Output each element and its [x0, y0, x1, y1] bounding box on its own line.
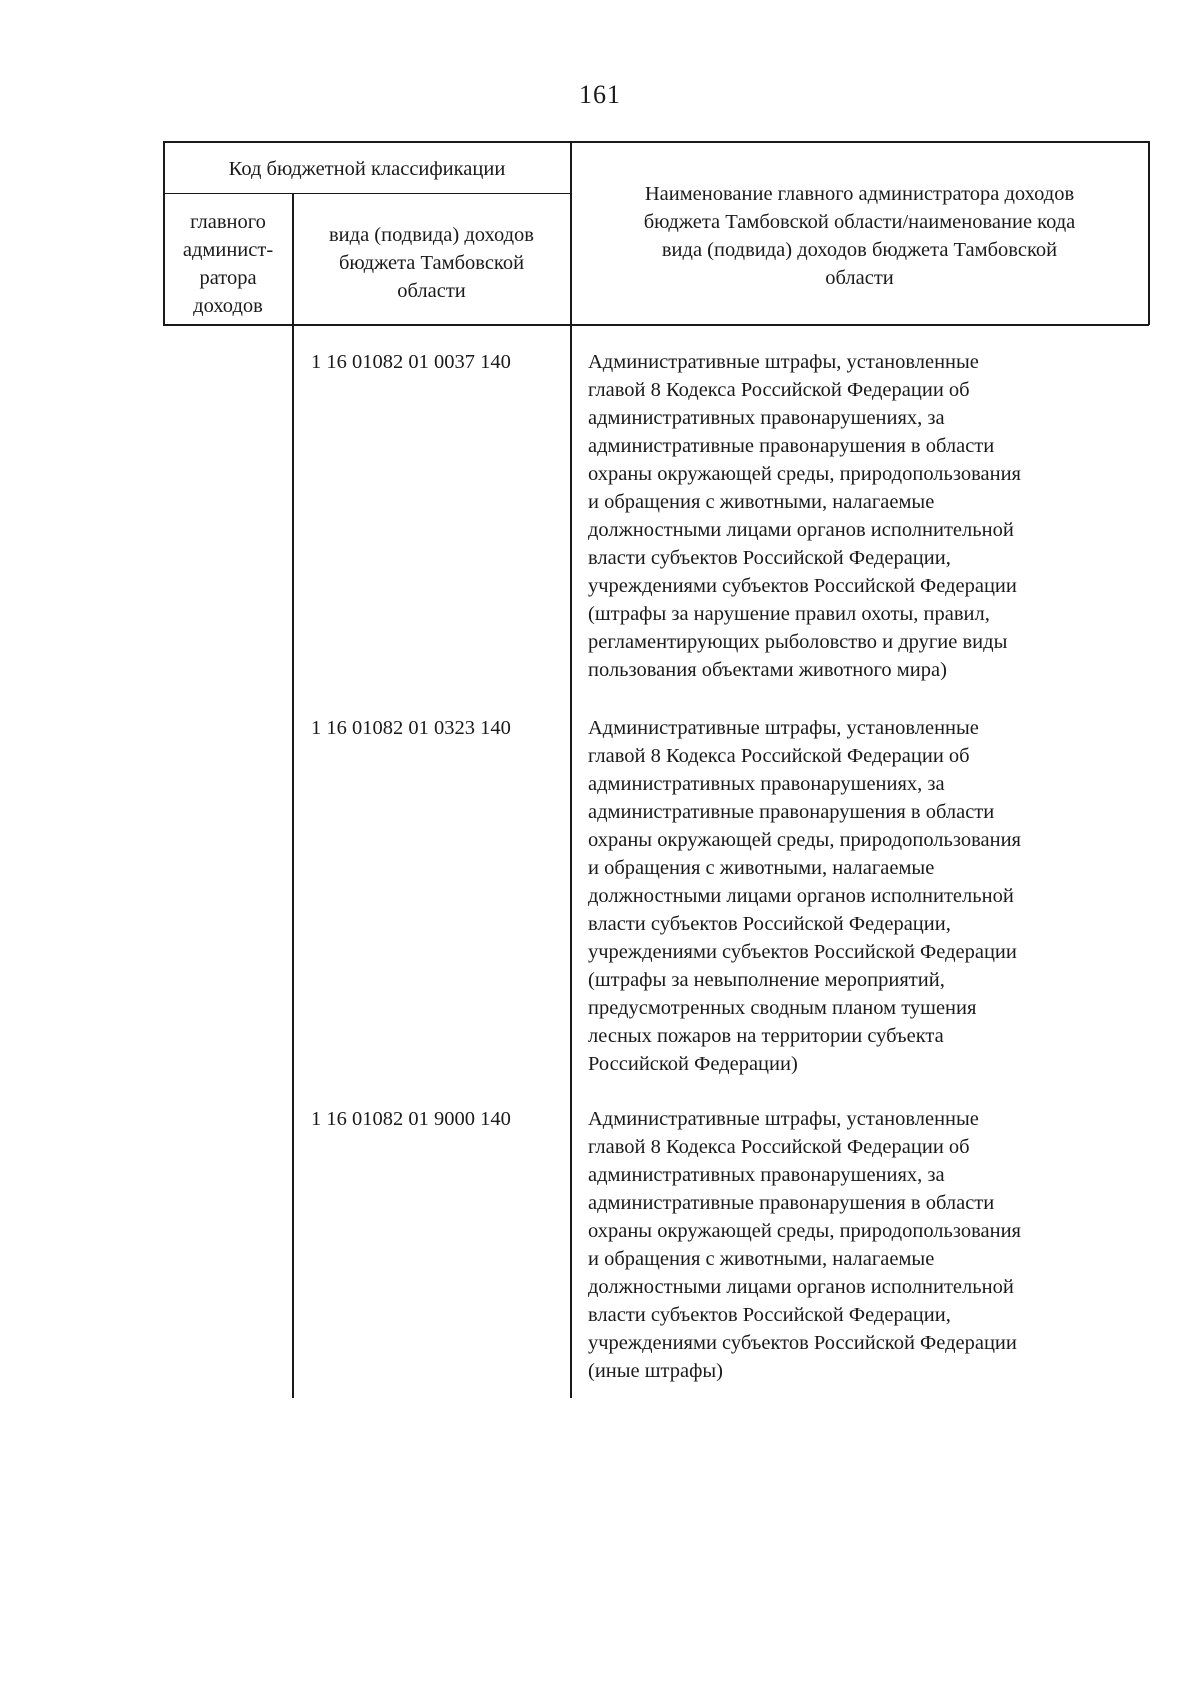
- table-top-border: [163, 141, 1149, 143]
- description-line: охраны окружающей среды, природопользования: [588, 1220, 1021, 1242]
- description-line: Административные штрафы, установленные: [588, 1108, 979, 1130]
- header-group-title: Код бюджетной классификации: [228, 158, 506, 180]
- admin-column-divider: [292, 193, 294, 1398]
- description-line: охраны окружающей среды, природопользования: [588, 829, 1021, 851]
- description-line: учреждениями субъектов Российской Федерации: [588, 941, 1017, 963]
- description-line: Административные штрафы, установленные: [588, 717, 979, 739]
- description-line: Административные штрафы, установленные: [588, 351, 979, 373]
- description-line: (штрафы за нарушение правил охоты, правил,: [588, 603, 990, 625]
- row-code: 1 16 01082 01 9000 140: [311, 1108, 511, 1130]
- header-line: Наименование главного администратора доходов: [644, 183, 1075, 205]
- description-line: должностными лицами органов исполнительной: [588, 885, 1014, 907]
- header-line: доходов: [193, 295, 263, 317]
- description-line: административные правонарушения в области: [588, 435, 995, 457]
- header-line: области: [397, 280, 466, 302]
- description-line: главой 8 Кодекса Российской Федерации об: [588, 745, 970, 767]
- header-code-column: [293, 221, 570, 305]
- description-line: главой 8 Кодекса Российской Федерации об: [588, 379, 970, 401]
- description-line: регламентирующих рыболовство и другие виды: [588, 631, 1008, 653]
- description-line: учреждениями субъектов Российской Федерации: [588, 1332, 1017, 1354]
- description-line: административных правонарушениях, за: [588, 773, 945, 795]
- description-line: административные правонарушения в области: [588, 1192, 995, 1214]
- description-line: (иные штрафы): [588, 1360, 723, 1382]
- description-line: и обращения с животными, налагаемые: [588, 491, 935, 513]
- header-admin-column: [164, 208, 292, 320]
- header-line: ратора: [199, 267, 257, 289]
- header-line: области: [825, 267, 894, 289]
- description-line: власти субъектов Российской Федерации,: [588, 547, 951, 569]
- description-line: Российской Федерации): [588, 1053, 798, 1075]
- description-line: охраны окружающей среды, природопользования: [588, 463, 1021, 485]
- table-right-border: [1148, 141, 1150, 325]
- description-line: власти субъектов Российской Федерации,: [588, 913, 951, 935]
- page-number: 161: [579, 80, 621, 109]
- header-line: админист-: [182, 239, 274, 261]
- description-line: главой 8 Кодекса Российской Федерации об: [588, 1136, 970, 1158]
- description-line: лесных пожаров на территории субъекта: [588, 1025, 944, 1047]
- header-name-column: [571, 180, 1148, 292]
- row-description: [588, 348, 1021, 684]
- group-divider: [163, 193, 571, 194]
- description-line: власти субъектов Российской Федерации,: [588, 1304, 951, 1326]
- row-code: 1 16 01082 01 0323 140: [311, 717, 511, 739]
- description-line: административных правонарушениях, за: [588, 1164, 945, 1186]
- description-line: (штрафы за невыполнение мероприятий,: [588, 969, 945, 991]
- header-line: бюджета Тамбовской области/наименование кода: [643, 211, 1076, 233]
- description-line: должностными лицами органов исполнительной: [588, 1276, 1014, 1298]
- description-line: административных правонарушениях, за: [588, 407, 945, 429]
- row-description: [588, 1105, 1021, 1385]
- header-bottom-border: [163, 324, 1149, 326]
- description-line: и обращения с животными, налагаемые: [588, 857, 935, 879]
- header-line: вида (подвида) доходов: [329, 224, 534, 246]
- row-description: [588, 714, 1021, 1078]
- description-line: административные правонарушения в области: [588, 801, 995, 823]
- description-line: предусмотренных сводным планом тушения: [588, 997, 977, 1019]
- header-line: бюджета Тамбовской: [338, 252, 525, 274]
- header-line: вида (подвида) доходов бюджета Тамбовской: [661, 239, 1058, 261]
- code-column-divider: [570, 141, 572, 1398]
- description-line: и обращения с животными, налагаемые: [588, 1248, 935, 1270]
- header-line: главного: [190, 211, 266, 233]
- description-line: должностными лицами органов исполнительной: [588, 519, 1014, 541]
- row-code: 1 16 01082 01 0037 140: [311, 351, 511, 373]
- description-line: учреждениями субъектов Российской Федерации: [588, 575, 1017, 597]
- description-line: пользования объектами животного мира): [588, 659, 947, 681]
